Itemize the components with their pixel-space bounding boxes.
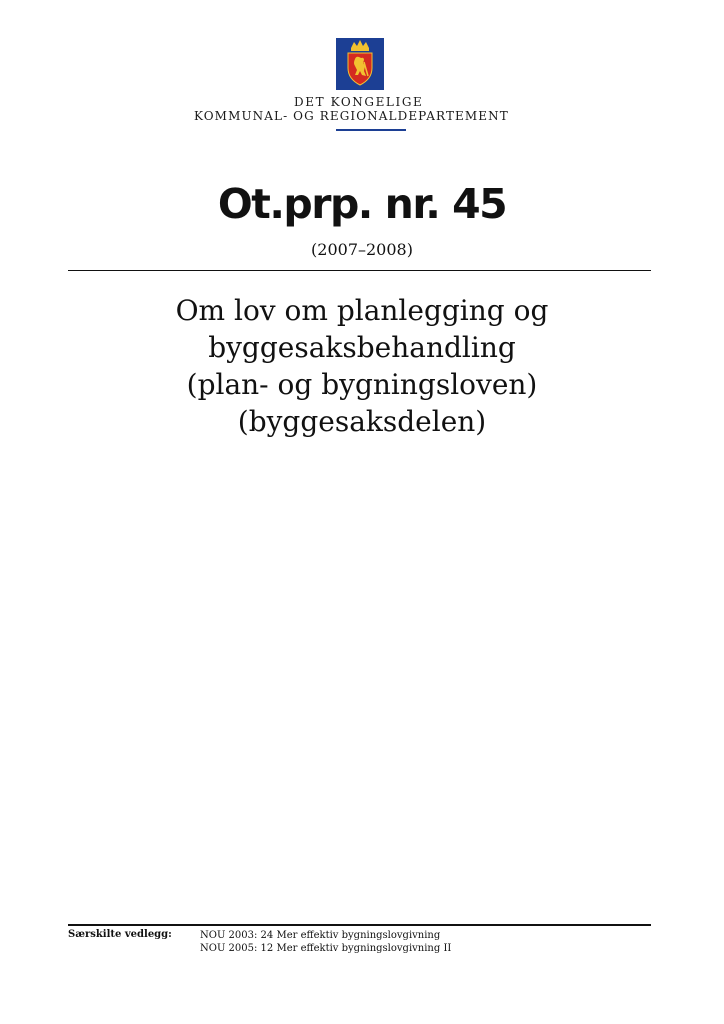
session-years: (2007–2008) xyxy=(311,240,413,259)
document-title xyxy=(0,292,724,440)
title-line-3: (plan- og bygningsloven) xyxy=(186,368,538,401)
title-divider xyxy=(68,270,651,271)
attachment-item-2: NOU 2005: 12 Mer effektiv bygningslovgivning II xyxy=(200,943,452,954)
department-name-line1: DET KONGELIGE xyxy=(294,95,424,109)
department-name-line2: KOMMUNAL- OG REGIONALDEPARTEMENT xyxy=(194,109,509,123)
department-underline xyxy=(336,129,406,131)
document-number: Ot.prp. nr. 45 xyxy=(217,180,507,228)
title-line-1: Om lov om planlegging og xyxy=(175,294,549,327)
coat-of-arms-icon xyxy=(336,38,384,94)
emblem-top-rule xyxy=(336,88,384,90)
attachments-label: Særskilte vedlegg: xyxy=(68,929,172,940)
title-line-2: byggesaksbehandling xyxy=(208,331,516,364)
footer-divider xyxy=(68,924,651,926)
title-line-4: (byggesaksdelen) xyxy=(237,405,487,438)
attachment-item-1: NOU 2003: 24 Mer effektiv bygningslovgivning xyxy=(200,930,441,941)
attachments-list xyxy=(200,929,451,955)
